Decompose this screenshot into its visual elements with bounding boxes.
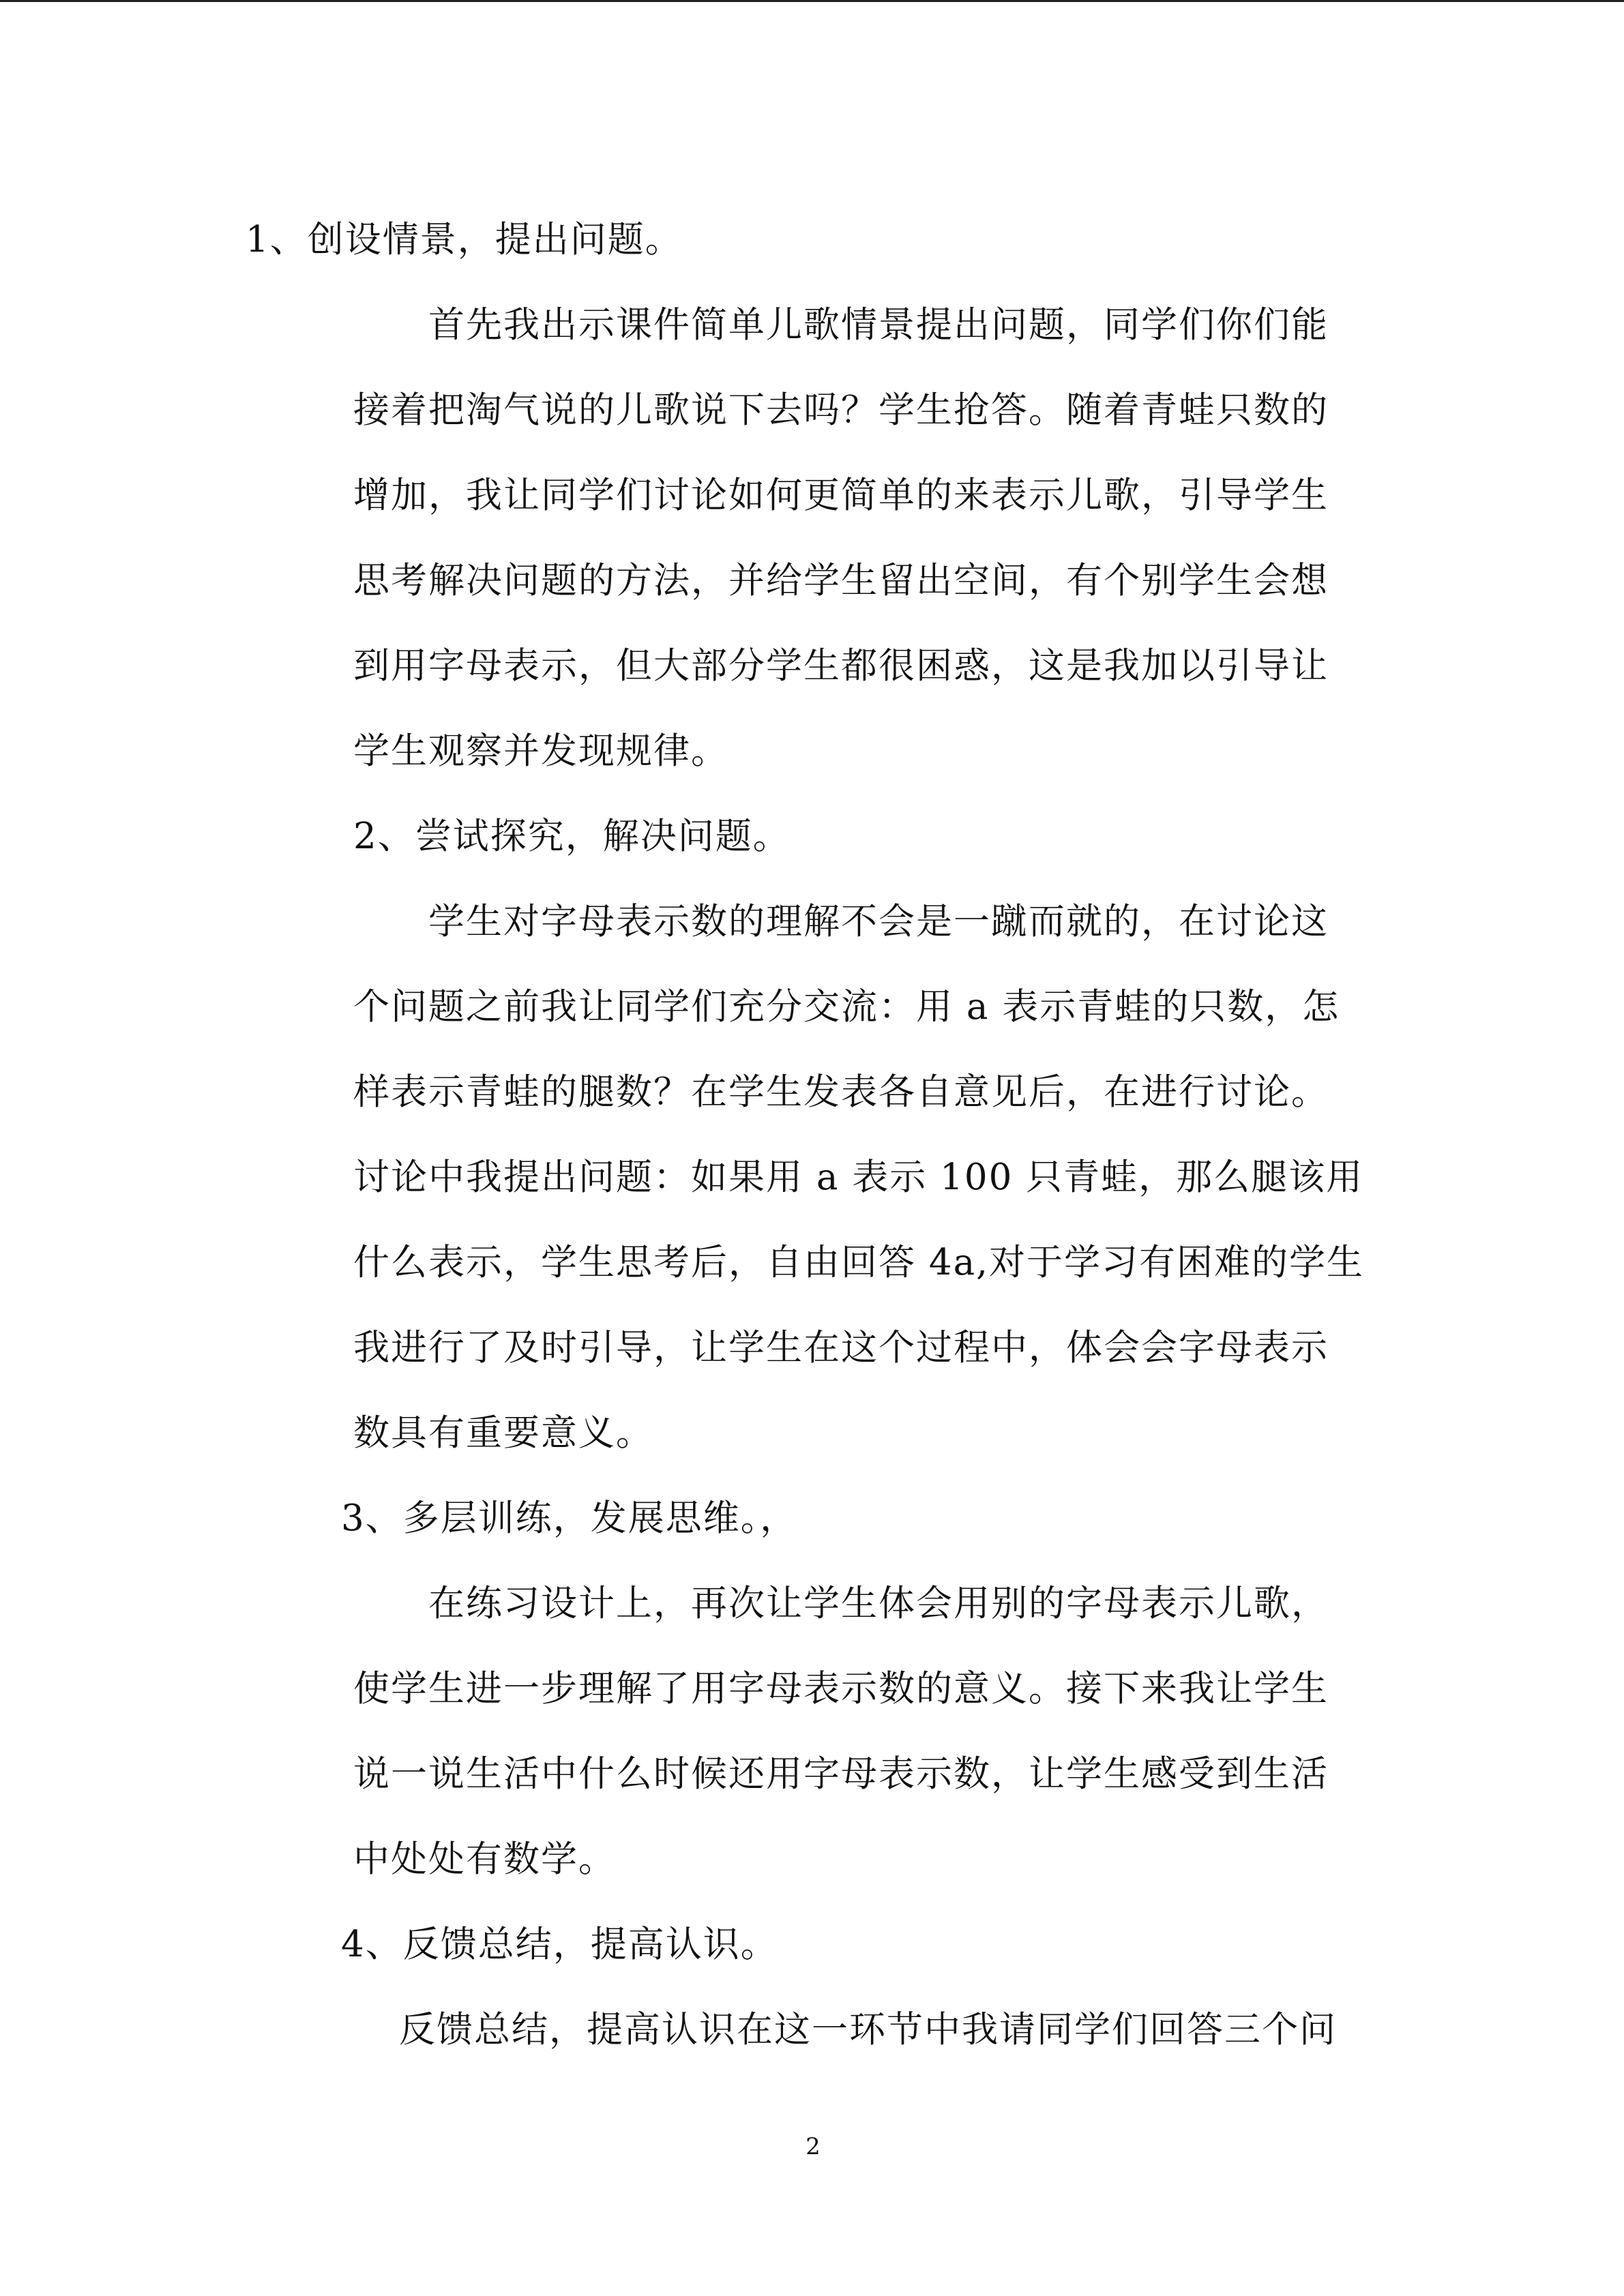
page-number: 2 xyxy=(806,2133,821,2160)
section-2-line-4: 讨论中我提出问题：如果用 a 表示 100 只青蛙，那么腿该用 xyxy=(353,1157,1364,1198)
section-4-heading: 4、反馈总结，提高认识。 xyxy=(341,1924,778,1965)
section-4-line-1: 反馈总结，提高认识在这一环节中我请同学们回答三个问 xyxy=(399,2009,1337,2051)
section-1-line-6: 学生观察并发现规律。 xyxy=(353,730,728,772)
section-2-heading: 2、尝试探究，解决问题。 xyxy=(353,816,791,857)
section-1-line-1: 首先我出示课件简单儿歌情景提出问题，同学们你们能 xyxy=(428,304,1329,346)
section-1-line-2: 接着把淘气说的儿歌说下去吗？学生抢答。随着青蛙只数的 xyxy=(353,389,1329,431)
section-2-line-6: 我进行了及时引导，让学生在这个过程中，体会会字母表示 xyxy=(353,1327,1329,1369)
section-3-line-3: 说一说生活中什么时候还用字母表示数，让学生感受到生活 xyxy=(353,1753,1329,1795)
section-2-line-3: 样表示青蛙的腿数？在学生发表各自意见后，在进行讨论。 xyxy=(353,1071,1329,1113)
section-1-line-3: 增加，我让同学们讨论如何更简单的来表示儿歌，引导学生 xyxy=(353,475,1329,516)
section-3-line-4: 中处处有数学。 xyxy=(353,1838,616,1880)
section-1-line-5: 到用字母表示，但大部分学生都很困惑，这是我加以引导让 xyxy=(353,645,1329,687)
section-3-line-1: 在练习设计上，再次让学生体会用别的字母表示儿歌， xyxy=(428,1583,1329,1624)
section-2-line-2: 个问题之前我让同学们充分交流：用 a 表示青蛙的只数，怎 xyxy=(353,986,1340,1028)
section-1-heading: 1、创设情景，提出问题。 xyxy=(246,219,683,260)
section-3-line-2: 使学生进一步理解了用字母表示数的意义。接下来我让学生 xyxy=(353,1668,1329,1710)
section-3-heading: 3、多层训练，发展思维。， xyxy=(341,1497,798,1539)
section-2-line-1: 学生对字母表示数的理解不会是一蹴而就的，在讨论这 xyxy=(428,901,1329,942)
section-2-line-7: 数具有重要意义。 xyxy=(353,1412,653,1454)
section-2-line-5: 什么表示，学生思考后，自由回答 4a,对于学习有困难的学生 xyxy=(353,1242,1365,1283)
section-1-line-4: 思考解决问题的方法，并给学生留出空间，有个别学生会想 xyxy=(353,560,1329,601)
